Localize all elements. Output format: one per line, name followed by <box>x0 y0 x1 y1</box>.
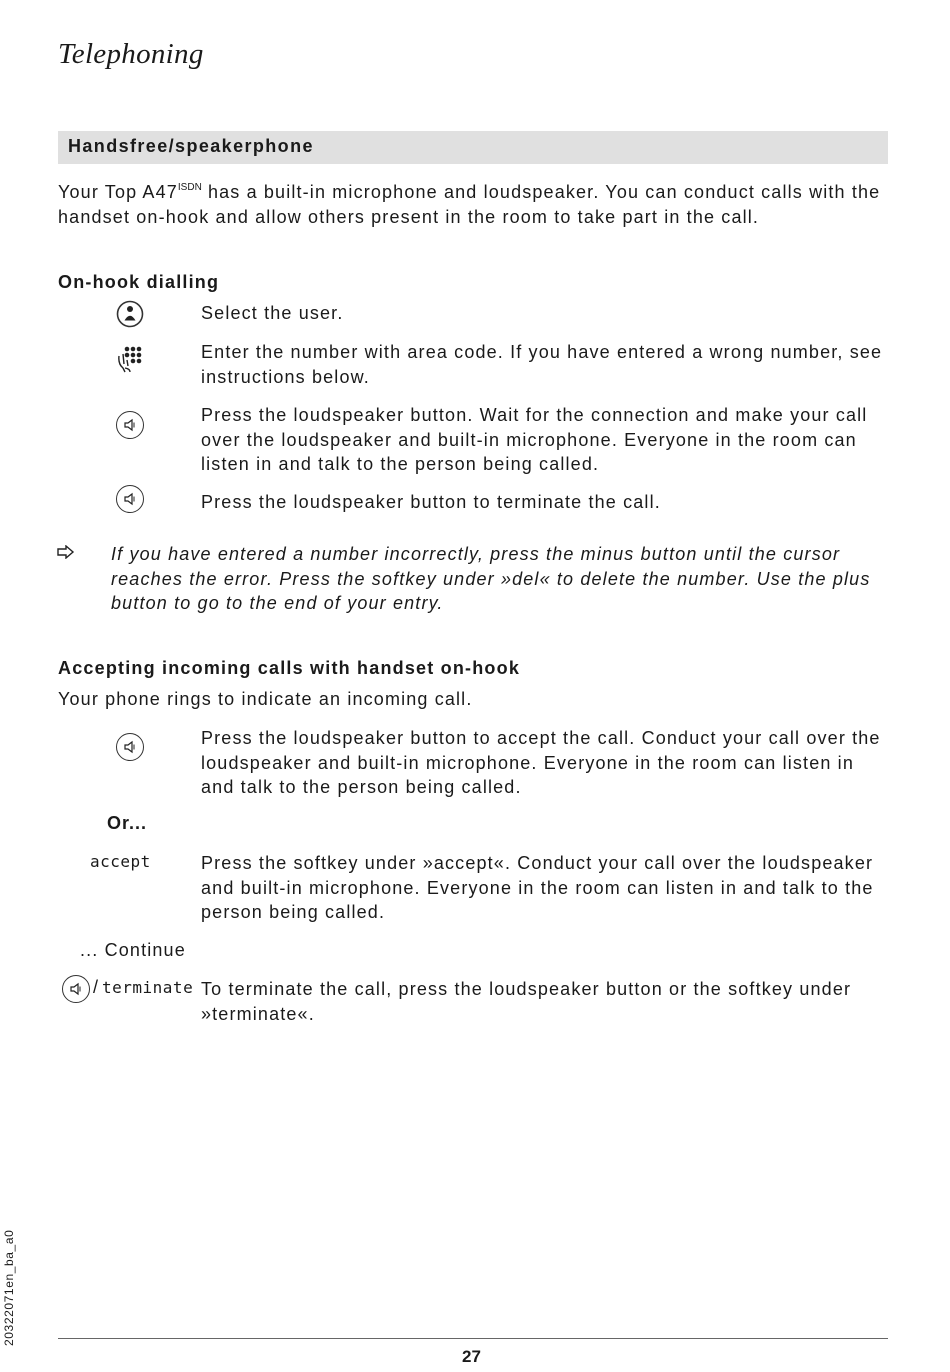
chapter-title: Telephoning <box>58 38 204 70</box>
softkey-accept: accept <box>90 852 151 871</box>
slash-separator: / <box>93 977 99 997</box>
user-select-icon <box>116 300 144 333</box>
accepting-heading: Accepting incoming calls with handset on-hook <box>58 658 521 678</box>
softkey-terminate: terminate <box>102 978 194 997</box>
loudspeaker-button-icon <box>116 411 144 439</box>
step-terminate: To terminate the call, press the loudspeaker button or the softkey under »terminate«. <box>201 979 852 1024</box>
on-hook-heading: On-hook dialling <box>58 272 220 292</box>
intro-text-part2: has a built-in microphone and loudspeaker. You can conduct calls with the handset on-hook and allow others present in the room to take part in the call. <box>58 182 881 227</box>
step-terminate-call: Press the loudspeaker button to terminate the call. <box>201 492 661 512</box>
keypad-icon <box>117 344 145 379</box>
loudspeaker-button-icon <box>62 975 90 1003</box>
step-enter-number: Enter the number with area code. If you have entered a wrong number, see instructions below. <box>201 342 883 387</box>
intro-paragraph <box>58 180 888 229</box>
continue-label: ... Continue <box>80 940 186 960</box>
section-title: Handsfree/speakerphone <box>68 136 314 156</box>
page-number: 27 <box>462 1347 481 1366</box>
document-code: 20322071en_ba_a0 <box>2 1229 16 1346</box>
loudspeaker-button-icon <box>116 485 144 513</box>
note-arrow-icon <box>57 545 75 564</box>
note-incorrect-number: If you have entered a number incorrectly, press the minus button until the cursor reaches the error. Press the softkey under »del« to delete the number. Use the plus button to go to the end of your entry. <box>111 544 871 613</box>
footer-divider <box>58 1338 888 1339</box>
step-accept-loudspeaker: Press the loudspeaker button to accept the call. Conduct your call over the loudspeaker and built-in microphone. Everyone in the room can listen in and talk to the person being called. <box>201 728 881 797</box>
step-accept-softkey: Press the softkey under »accept«. Conduct your call over the loudspeaker and built-in microphone. Everyone in the room can listen in and talk to the person being called. <box>201 853 874 922</box>
isdn-superscript: ISDN <box>177 182 202 193</box>
loudspeaker-button-icon <box>116 733 144 761</box>
accepting-intro: Your phone rings to indicate an incoming call. <box>58 689 473 709</box>
or-label: Or... <box>107 813 148 833</box>
intro-text-part1: Your Top A47 <box>58 182 178 202</box>
step-press-loudspeaker: Press the loudspeaker button. Wait for the connection and make your call over the loudspeaker and built-in microphone. Everyone in the room can listen in and talk to the person being called. <box>201 405 868 474</box>
step-select-user: Select the user. <box>201 303 344 323</box>
section-header <box>58 131 888 164</box>
